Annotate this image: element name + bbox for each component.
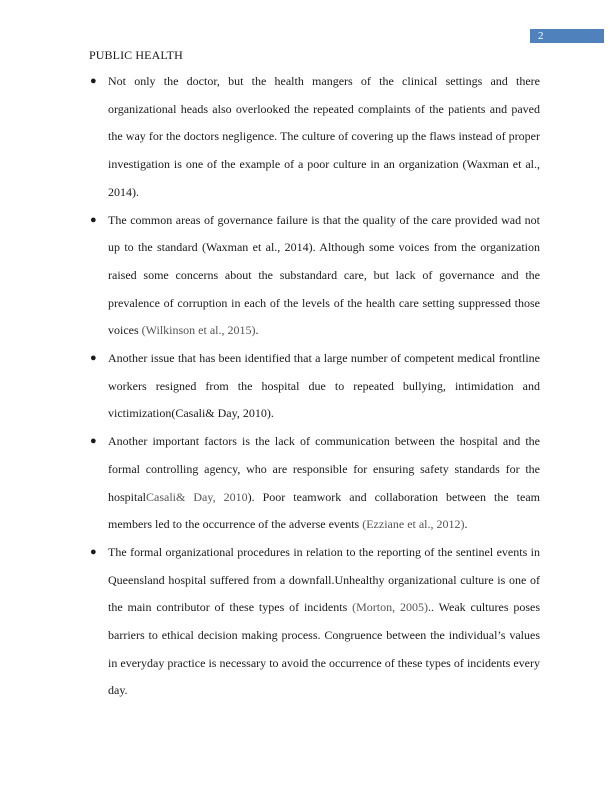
citation: (Ezziane et al., 2012) [362, 517, 465, 532]
list-item-text-end: . [464, 517, 468, 532]
list-item [89, 207, 540, 346]
list-item-text: The formal organizational procedures in relation to the reporting of the sentinel events in Queensland hospital suffered from a downfall.Unhealthy organizational culture is one of the main contributor of these types of incidents [108, 544, 540, 615]
bullet-icon: ● [90, 435, 97, 448]
list-item [89, 539, 540, 705]
list-item [89, 68, 540, 207]
list-item [89, 428, 540, 539]
list-item-text-end: .. Weak cultures poses barriers to ethical decision making process. Congruence between the individual’s values in everyday practice is necessary to avoid the occurrence of these types of incidents every day. [108, 600, 541, 698]
bullet-icon: ● [90, 75, 97, 87]
list-item-text: Another issue that has been identified that a large number of competent medical frontline workers resigned from the hospital due to repeated bullying, intimidation and victimization(Casali& Day, 2010). [108, 351, 540, 421]
bullet-icon: ● [90, 545, 97, 558]
bullet-list [89, 68, 540, 705]
bullet-icon: ● [90, 213, 97, 226]
list-item-text: Another important factors is the lack of communication between the hospital and the formal controlling agency, who are responsible for ensuring safety standards for the hospital [108, 434, 540, 504]
page-number: 2 [530, 29, 604, 43]
list-item-text: The common areas of governance failure is that the quality of the care provided wad not up to the standard (Waxman et al., 2014). Although some voices from the organization raised some concerns about the substandard care, but lack of governance and the prevalence of corruption in each of the levels of the health care setting suppressed those voices [108, 212, 540, 338]
running-header: PUBLIC HEALTH [89, 48, 183, 62]
citation: (Morton, 2005) [352, 600, 428, 615]
list-item-text-middle: ). Poor teamwork and collaboration between the team members led to the occurrence of the adverse events [108, 489, 540, 532]
list-item [89, 345, 540, 428]
list-item-text: Not only the doctor, but the health mangers of the clinical settings and there organizational heads also overlooked the repeated complaints of the patients and paved the way for the doctors negligence. The culture of covering up the flaws instead of proper investigation is one of the example of a poor culture in an organization (Waxman et al., 2014). [108, 74, 540, 199]
citation: Casali& Day, 2010 [146, 489, 248, 504]
list-item-text-end: . [255, 323, 259, 338]
bullet-icon: ● [90, 352, 97, 365]
citation: (Wilkinson et al., 2015) [141, 323, 256, 338]
